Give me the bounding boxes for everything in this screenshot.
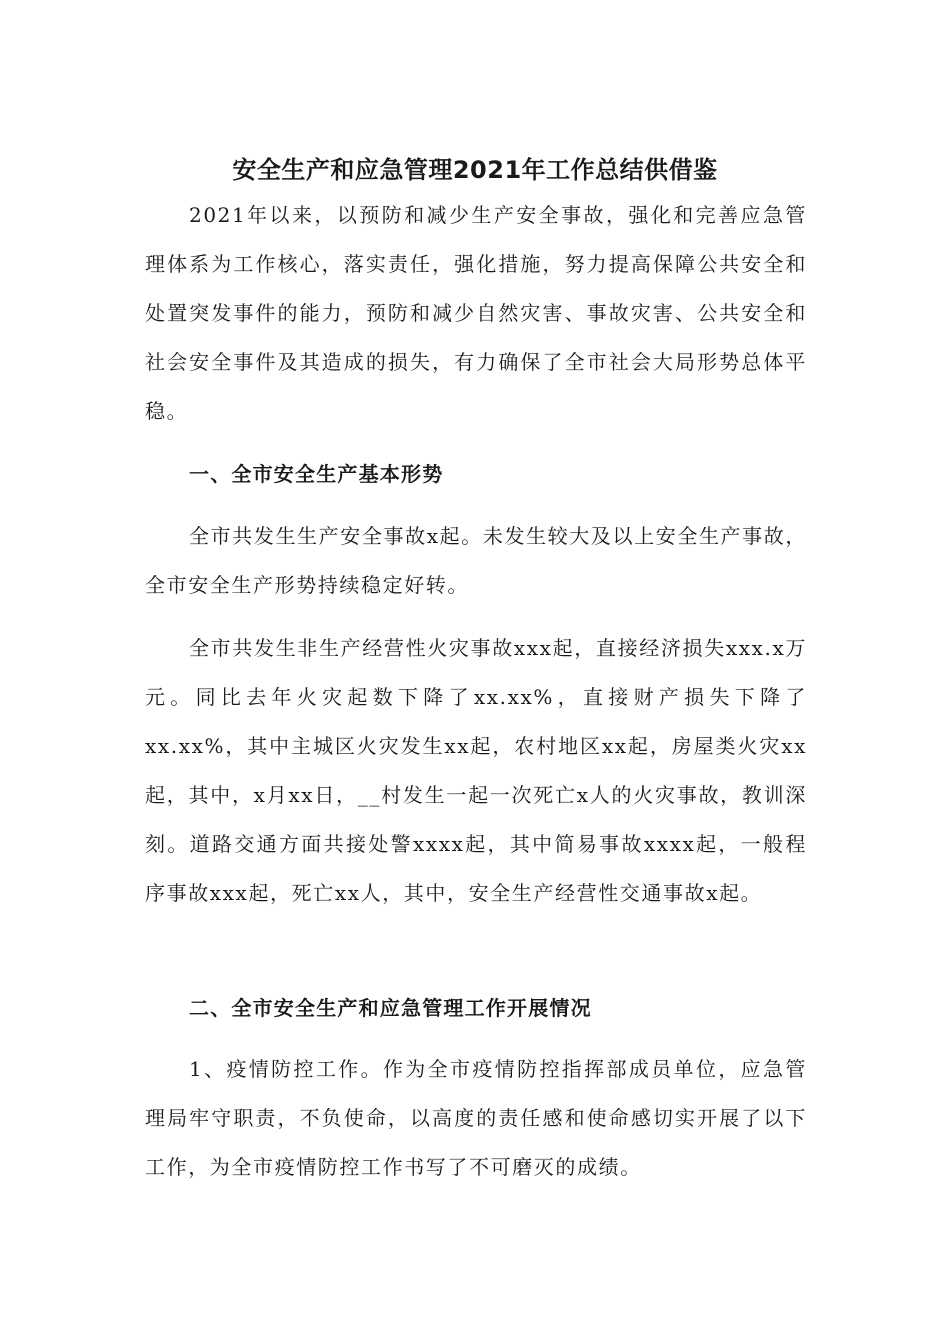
section-heading-2: 二、全市安全生产和应急管理工作开展情况 — [189, 996, 592, 1020]
section-2-paragraph-1: 1、疫情防控工作。作为全市疫情防控指挥部成员单位，应急管理局牢守职责，不负使命，以高度的责任感和使命感切实开展了以下工作，为全市疫情防控工作书写了不可磨灭的成绩。 — [145, 1057, 807, 1179]
section-1-paragraph-2: 全市共发生非生产经营性火灾事故xxx起，直接经济损失xxx.x万元。同比去年火灾起数下降了xx.xx%，直接财产损失下降了xx.xx%，其中主城区火灾发生xx起，农村地区xx起，房屋类火灾xx起，其中，x月xx日，__村发生一起一次死亡x人的火灾事故，教训深刻。道路交通方面共接处警xxxx起，其中简易事故xxxx起，一般程序事故xxx起，死亡xx人，其中，安全生产经营性交通事故x起。 — [145, 636, 807, 905]
section-1-paragraph-1: 全市共发生生产安全事故x起。未发生较大及以上安全生产事故，全市安全生产形势持续稳定好转。 — [145, 524, 807, 597]
section-heading-1: 一、全市安全生产基本形势 — [189, 462, 444, 486]
intro-paragraph: 2021年以来，以预防和减少生产安全事故，强化和完善应急管理体系为工作核心，落实责任，强化措施，努力提高保障公共安全和处置突发事件的能力，预防和减少自然灾害、事故灾害、公共安全和社会安全事件及其造成的损失，有力确保了全市社会大局形势总体平稳。 — [145, 203, 807, 423]
document-title: 安全生产和应急管理2021年工作总结供借鉴 — [232, 156, 718, 185]
